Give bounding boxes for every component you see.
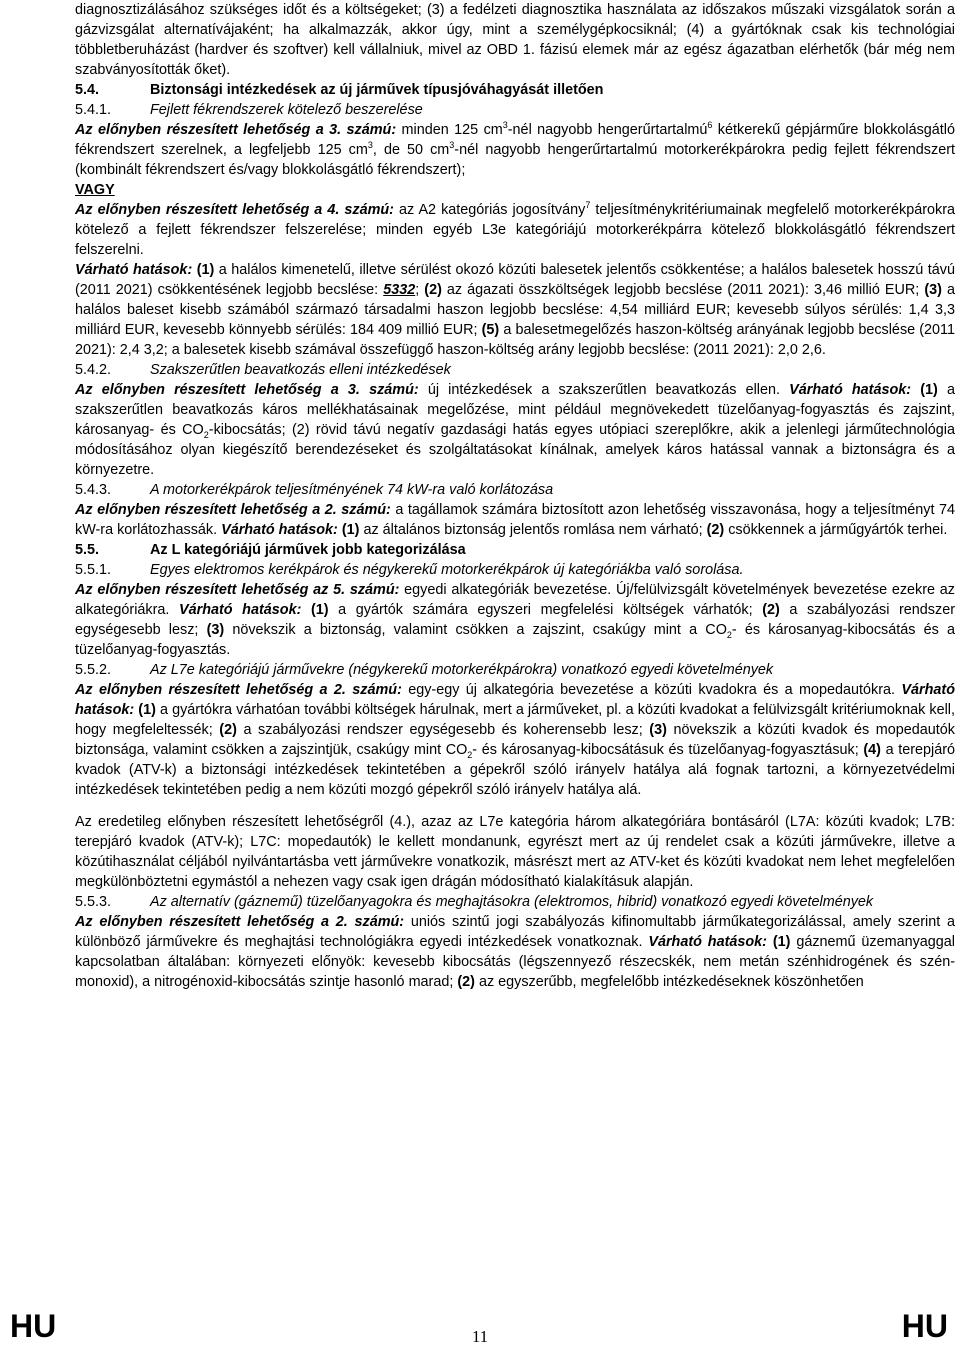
expected-effects-label: Várható hatások: <box>789 382 912 398</box>
item-number: (2) <box>219 722 237 738</box>
item-number: (1) <box>766 934 791 950</box>
paragraph-5-4-2 <box>75 380 955 480</box>
superscript: 3 <box>502 120 508 131</box>
section-heading-5-4 <box>75 80 955 100</box>
text: -nél nagyobb hengerűrtartalmú <box>507 122 708 138</box>
text: a tagállamok számára biztosított azon lehetőség visszavonása, hogy a teljesítményt 74 kW-ra korlátozhassák. <box>75 502 955 538</box>
item-number: (2) <box>457 974 475 990</box>
text: a halálos baleset kisebb számából származó társadalmi haszon legjobb becslése: 4,54 milliárd EUR; kevesebb súlyos sérülés: 1,4 3,3 milliárd EUR, kevesebb könnyebb sérülés: 184 409 millió EUR; <box>75 282 955 338</box>
footnote-ref: 6 <box>707 120 713 131</box>
item-number: (1) <box>192 262 215 278</box>
superscript: 3 <box>449 140 455 151</box>
text: a terepjáró kvadok (ATV-k) a biztonsági intézkedések tekintetében a gépekről szóló irányelv hatálya alá fognak tartozni, a környezetvédelmi intézkedések tekintetében pedig a nem közúti mozgó gépekről szóló irányelv hatálya alá. <box>75 742 956 798</box>
text: uniós szintű jogi szabályozás kifinomultabb járműkategorizálással, amely szerint a különböző járművekre és meghajtási technológiákra egyedi intézkedések vonatkoznak. <box>75 914 955 950</box>
text: - és károsanyag-kibocsátás és a tüzelőanyag-fogyasztás. <box>75 622 956 658</box>
item-number: (3) <box>206 622 225 638</box>
item-number: (2) <box>762 602 780 618</box>
intro-paragraph: diagnosztizálásához szükséges időt és a költségeket; (3) a fedélzeti diagnosztika használata az időszakos műszaki vizsgálatok során a gázvizsgálat alternatívájaként; ha alkalmazzák, akkor úgy, mint a személygépkocsiknál; (4) a gyártóknak csak kis technológiai többletberuházást (hardver és szoftver) kell vállalniuk, mivel az OBD 1. fázisú elemek már az egész ágazatban elérhetők (bár még nem szabványosították őket). <box>75 2 955 78</box>
footer-language-code-right: HU <box>901 1308 948 1344</box>
text: a szakszerűtlen beavatkozás káros mellékhatásainak megelőzése, mint például megnövekedett tüzelőanyag-fogyasztás és zajszint, károsanyag- és CO <box>75 382 955 438</box>
text: teljesítménykritériumainak megfelelő motorkerékpárokra kötelező a fejlett fékrendszer felszerelése; minden egyéb L3e kategóriájú motorkerékpárra kötelező blokkolásgátló fékrendszert felszerelni. <box>75 202 955 258</box>
highlighted-value: 5332 <box>383 282 416 298</box>
subsection-heading-5-4-3 <box>75 480 955 500</box>
item-number: (1) <box>911 382 938 398</box>
text: új intézkedések a szakszerűtlen beavatkozás ellen. <box>418 382 790 398</box>
item-number: (1) <box>134 702 156 718</box>
preferred-option-label: Az előnyben részesített lehetőség az 5. számú: <box>75 582 400 598</box>
vagy-separator: VAGY <box>75 182 115 198</box>
subscript: 2 <box>467 749 473 760</box>
section-title: Biztonsági intézkedések az új járművek típusjóváhagyását illetően <box>150 82 604 98</box>
text: a szabályozási rendszer egységesebb lesz; <box>75 602 955 638</box>
text: -kibocsátás; (2) rövid távú negatív gazdasági hatás egyes utópiaci szereplőkre, akik a jelenlegi járműtechnológia módosításához olyan kiegészítő berendezéseket és szolgáltatásokat kínálnak, amelyek káros hatással vannak a biztonságra és a környezetre. <box>75 422 955 478</box>
item-number: (4) <box>863 742 881 758</box>
item-number: (2) <box>706 522 725 538</box>
document-body <box>75 0 955 992</box>
subsection-number: 5.5.2. <box>75 662 112 678</box>
item-number: (3) <box>924 282 942 298</box>
preferred-option-label: Az előnyben részesített lehetőség a 3. számú: <box>75 122 397 138</box>
preferred-option-label: Az előnyben részesített lehetőség a 3. számú: <box>75 382 419 398</box>
text: a balesetmegelőzés haszon-költség arányának legjobb becslése (2011 2021): 2,4 3,2; a balesetek kisebb számával összefüggő haszon-költség arány legjobb becslése: (2011 2021): 2,0 2,6. <box>75 322 955 358</box>
paragraph-5-5-1 <box>75 580 955 660</box>
text: az egyszerűbb, megfelelőbb intézkedéseknek köszönhetően <box>474 974 864 990</box>
item-number: (2) <box>424 282 442 298</box>
paragraph-5-5-3 <box>75 912 955 992</box>
paragraph-5-4-3 <box>75 500 955 540</box>
section-title: Az L kategóriájú járművek jobb kategorizálása <box>150 542 466 558</box>
item-number: (1) <box>337 522 360 538</box>
text: a szabályozási rendszer egységesebb és koherensebb lesz; <box>236 722 650 738</box>
text: kétkerekű gépjárműre blokkolásgátló fékrendszert szerelnek, a legfeljebb 125 cm <box>75 122 956 158</box>
superscript: 3 <box>367 140 373 151</box>
footnote-ref: 7 <box>585 200 591 211</box>
section-heading-5-5 <box>75 540 955 560</box>
text: egyedi alkategóriák bevezetése. Új/felülvizsgált követelmények bevezetése ezekre az alkategóriákra. <box>75 582 956 618</box>
subsection-heading-5-4-1 <box>75 100 955 120</box>
text: - és károsanyag-kibocsátásuk és tüzelőanyag-fogyasztásuk; <box>472 742 864 758</box>
paragraph-5-4-1-option-3 <box>75 120 955 180</box>
section-number: 5.5. <box>75 542 100 558</box>
subsection-number: 5.5.1. <box>75 562 112 578</box>
page-number: 11 <box>471 1327 489 1346</box>
text: , de 50 cm <box>372 142 450 158</box>
subsection-title: Szakszerűtlen beavatkozás elleni intézkedések <box>150 362 451 378</box>
text: növekszik a biztonság, valamint csökken a zajszint, csakúgy mint a CO <box>224 622 727 638</box>
item-number: (1) <box>301 602 329 618</box>
text: a gyártókra várhatóan további költségek hárulnak, mert a járműveket, pl. a közúti kvadokat a felülvizsgált kritériumoknak kell, hogy megfeleltessék; <box>75 702 955 738</box>
subsection-title: Az L7e kategóriájú járművekre (négykerekű motorkerékpárokra) vonatkozó egyedi követelmények <box>150 662 774 678</box>
subsection-heading-5-5-1 <box>75 560 955 580</box>
subsection-title: Az alternatív (gáznemű) tüzelőanyagokra és meghajtásokra (elektromos, hibrid) vonatkozó egyedi követelmények <box>150 894 874 910</box>
subsection-number: 5.4.3. <box>75 482 112 498</box>
expected-effects-label: Várható hatások: <box>221 522 338 538</box>
subsection-number: 5.4.1. <box>75 102 112 118</box>
text: csökkennek a járműgyártók terhei. <box>724 522 948 538</box>
paragraph-5-5-2-note: Az eredetileg előnyben részesített lehetőségről (4.), azaz az L7e kategória három alkategóriára bontásáról (L7A: közúti kvadok; L7B: terepjáró kvadok (ATV-k); L7C: mopedautók) le kellett mondanunk, egyrészt mert az új rendelet csak a közúti járművekre, illetve a közútihasználat céljából nyilvántartásba vett járművekre vonatkozik, másrészt mert az ATV-ket és közúti kvadokat nem lehet megfelelően megkülönböztetni egymástól a nehezen vagy csak igen drágán módosítható kialakításuk alapján. <box>75 814 955 890</box>
expected-effects-label: Várható hatások: <box>75 262 193 278</box>
expected-effects-label: Várható hatások: <box>179 602 302 618</box>
text: ; <box>415 282 425 298</box>
expected-effects-label: Várható hatások: <box>75 682 955 718</box>
text: növekszik a közúti kvadok és mopedautók biztonsága, valamint csökken a zajszintjük, csakúgy mint CO <box>75 722 955 758</box>
subscript: 2 <box>203 429 209 440</box>
subsection-number: 5.5.3. <box>75 894 112 910</box>
section-number: 5.4. <box>75 82 100 98</box>
expected-effects-label: Várható hatások: <box>648 934 767 950</box>
text: az A2 kategóriás jogosítvány <box>393 202 586 218</box>
subsection-heading-5-5-3 <box>75 892 955 912</box>
subsection-heading-5-4-2 <box>75 360 955 380</box>
text: gáznemű üzemanyaggal kapcsolatban általában: környezeti előnyök: kevesebb kibocsátás (légszennyező részecskék, nem metán szénhidrogének és szén-monoxid), a nitrogénoxid-kibocsátás szintje hasonló marad; <box>75 934 955 990</box>
subsection-title: Fejlett fékrendszerek kötelező beszerelése <box>150 102 423 118</box>
paragraph-5-4-1-option-4 <box>75 200 955 260</box>
text: a gyártók számára egyszeri megfelelési költségek várhatók; <box>328 602 763 618</box>
text: az általános biztonság jelentős romlása nem várható; <box>359 522 707 538</box>
preferred-option-label: Az előnyben részesített lehetőség a 2. számú: <box>75 914 405 930</box>
subsection-heading-5-5-2 <box>75 660 955 680</box>
text: -nél nagyobb hengerűrtartalmú motorkerékpárokra pedig fejlett fékrendszert (kombinált fékrendszert és/vagy blokkolásgátló fékrendszert); <box>75 142 955 178</box>
preferred-option-label: Az előnyben részesített lehetőség a 2. számú: <box>75 682 402 698</box>
text: a halálos kimenetelű, illetve sérülést okozó közúti balesetek jelentős csökkentése; a halálos balesetek hosszú távú (2011 2021) csökkentésének legjobb becslése: <box>75 262 955 298</box>
item-number: (3) <box>649 722 667 738</box>
text: egy-egy új alkategória bevezetése a közúti kvadokra és a mopedautókra. <box>401 682 902 698</box>
paragraph-5-5-2 <box>75 680 955 800</box>
preferred-option-label: Az előnyben részesített lehetőség a 2. számú: <box>75 502 391 518</box>
text: az ágazati összköltségek legjobb becslése (2011 2021): 3,46 millió EUR; <box>441 282 925 298</box>
item-number: (5) <box>481 322 500 338</box>
subsection-number: 5.4.2. <box>75 362 112 378</box>
footer-language-code-left: HU <box>10 1308 57 1344</box>
paragraph-5-4-1-effects <box>75 260 955 360</box>
text: minden 125 cm <box>396 122 503 138</box>
subsection-title: A motorkerékpárok teljesítményének 74 kW-ra való korlátozása <box>150 482 554 498</box>
preferred-option-label: Az előnyben részesített lehetőség a 4. számú: <box>75 202 394 218</box>
subsection-title: Egyes elektromos kerékpárok és négykerekű motorkerékpárok új kategóriákba való sorolása. <box>150 562 744 578</box>
subscript: 2 <box>726 629 732 640</box>
